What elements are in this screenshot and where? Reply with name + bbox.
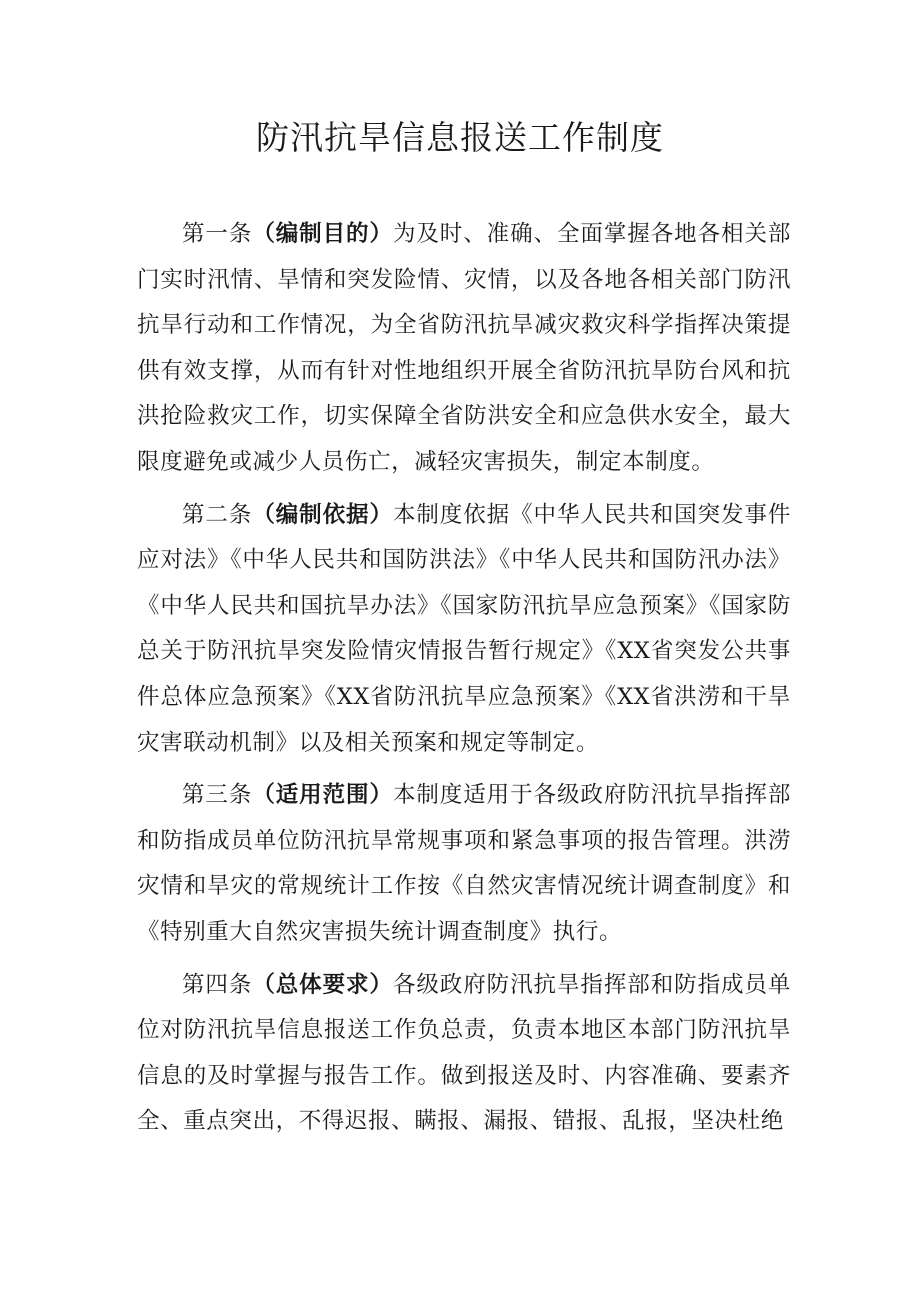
article-number: 第四条 <box>182 971 253 998</box>
article-number: 第一条 <box>182 221 253 247</box>
article-4 <box>137 963 791 1145</box>
article-2 <box>137 493 791 767</box>
document-title: 防汛抗旱信息报送工作制度 <box>256 118 664 157</box>
document-body <box>137 212 791 1152</box>
article-text: 各级政府防汛抗旱指挥部和防指成员单位对防汛抗旱信息报送工作负总责，负责本地区本部门防汛抗旱信息的及时掌握与报告工作。做到报送及时、内容准确、要素齐全、重点突出，不得迟报、瞒报、漏报、错报、乱报，坚决杜绝 <box>137 971 791 1135</box>
article-heading: （编制目的） <box>252 221 393 247</box>
article-text: 为及时、准确、全面掌握各地各相关部门实时汛情、旱情和突发险情、灾情，以及各地各相关部门防汛抗旱行动和工作情况，为全省防汛抗旱减灾救灾科学指挥决策提供有效支撑，从而有针对性地组织开展全省防汛抗旱防台风和抗洪抢险救灾工作，切实保障全省防洪安全和应急供水安全，最大限度避免或减少人员伤亡，减轻灾害损失，制定本制度。 <box>137 221 791 475</box>
article-text: 本制度适用于各级政府防汛抗旱指挥部和防指成员单位防汛抗旱常规事项和紧急事项的报告管理。洪涝灾情和旱灾的常规统计工作按《自然灾害情况统计调查制度》和《特别重大自然灾害损失统计调查制度》执行。 <box>137 782 791 945</box>
article-number: 第三条 <box>182 782 253 809</box>
article-heading: （适用范围） <box>252 782 393 809</box>
article-1 <box>137 212 791 486</box>
article-heading: （总体要求） <box>252 971 393 998</box>
article-text: 本制度依据《中华人民共和国突发事件应对法》《中华人民共和国防洪法》《中华人民共和国防汛办法》《中华人民共和国抗旱办法》《国家防汛抗旱应急预案》《国家防总关于防汛抗旱突发险情灾情报告暂行规定》《XX省突发公共事件总体应急预案》《XX省防汛抗旱应急预案》《XX省洪涝和干旱灾害联动机制》以及相关预案和规定等制定。 <box>137 501 791 756</box>
article-heading: （编制依据） <box>252 501 393 528</box>
article-number: 第二条 <box>182 501 253 528</box>
article-3 <box>137 773 791 955</box>
